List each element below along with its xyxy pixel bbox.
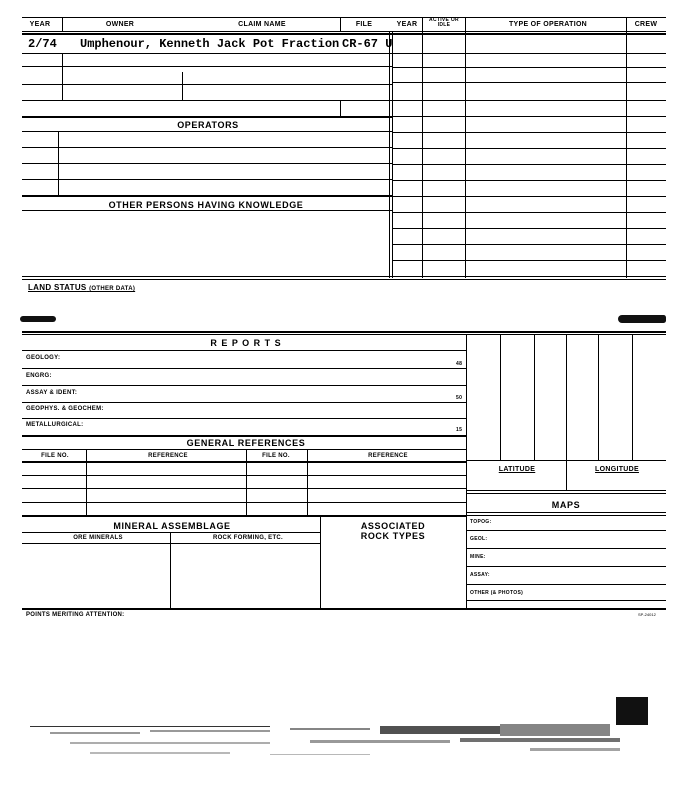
col-header-year: YEAR (29, 21, 51, 28)
entry-year: 2/74 (28, 37, 57, 51)
col-header-file: FILE (355, 21, 373, 28)
ref-col-file-no-2: FILE NO. (262, 453, 290, 459)
maps-assay-label: ASSAY: (470, 572, 490, 578)
other-persons-heading: OTHER PERSONS HAVING KNOWLEDGE (108, 200, 304, 210)
ink-smudge-right (618, 315, 666, 323)
maps-other-label: OTHER (& PHOTOS) (470, 590, 524, 596)
latitude-label: LATITUDE (498, 466, 536, 473)
entry-owner-claim: Umphenour, Kenneth Jack Pot Fraction (80, 37, 340, 51)
col-header-crew: CREW (634, 21, 658, 28)
scan-noise-graphic (30, 718, 662, 768)
ref-col-reference-1: REFERENCE (148, 453, 188, 459)
report-num-48: 48 (456, 361, 463, 367)
report-geology-label: GEOLOGY: (26, 355, 61, 361)
col-header-active-or-idle: ACTIVE OR IDLE (429, 17, 459, 28)
report-assay-ident-label: ASSAY & IDENT: (26, 390, 78, 396)
ref-col-file-no-1: FILE NO. (41, 453, 69, 459)
general-references-heading: GENERAL REFERENCES (186, 438, 306, 448)
land-status-subtitle: (OTHER DATA) (89, 286, 136, 292)
report-engrg-label: ENGRG: (26, 373, 52, 379)
report-num-15: 15 (456, 427, 463, 433)
maps-geol-label: GEOL: (470, 536, 488, 542)
maps-mine-label: MINE: (470, 554, 486, 560)
col-header-claim-name: CLAIM NAME (238, 21, 286, 28)
col-header-type-of-operation: TYPE OF OPERATION (508, 21, 588, 28)
col-header-year-2: YEAR (396, 21, 418, 28)
mineral-col-ore-minerals: ORE MINERALS (73, 535, 123, 541)
report-num-50: 50 (456, 395, 463, 401)
land-status-title: LAND STATUS (28, 283, 87, 292)
maps-topog-label: TOPOG: (470, 519, 492, 525)
associated-rock-types-heading: ASSOCIATED ROCK TYPES (360, 521, 426, 541)
form-number: SP-24012 (638, 612, 656, 617)
operators-heading: OPERATORS (177, 120, 239, 130)
report-geophys-geochem-label: GEOPHYS. & GEOCHEM: (26, 406, 104, 412)
entry-file: CR-67 U (342, 37, 393, 51)
mineral-assemblage-heading: MINERAL ASSEMBLAGE (113, 521, 231, 531)
maps-heading: MAPS (551, 500, 581, 510)
longitude-label: LONGITUDE (595, 466, 639, 473)
points-meriting-attention-label: POINTS MERITING ATTENTION: (26, 612, 125, 618)
report-metallurgical-label: METALLURGICAL: (26, 422, 84, 428)
reports-heading: R E P O R T S (210, 338, 282, 348)
dark-corner-mark (616, 697, 648, 725)
ref-col-reference-2: REFERENCE (368, 453, 408, 459)
scan-noise-band (30, 718, 662, 768)
col-header-owner: OWNER (105, 21, 135, 28)
mineral-col-rock-forming: ROCK FORMING, ETC. (212, 535, 284, 541)
ink-smudge-left (20, 316, 56, 322)
land-status-label (28, 283, 135, 292)
